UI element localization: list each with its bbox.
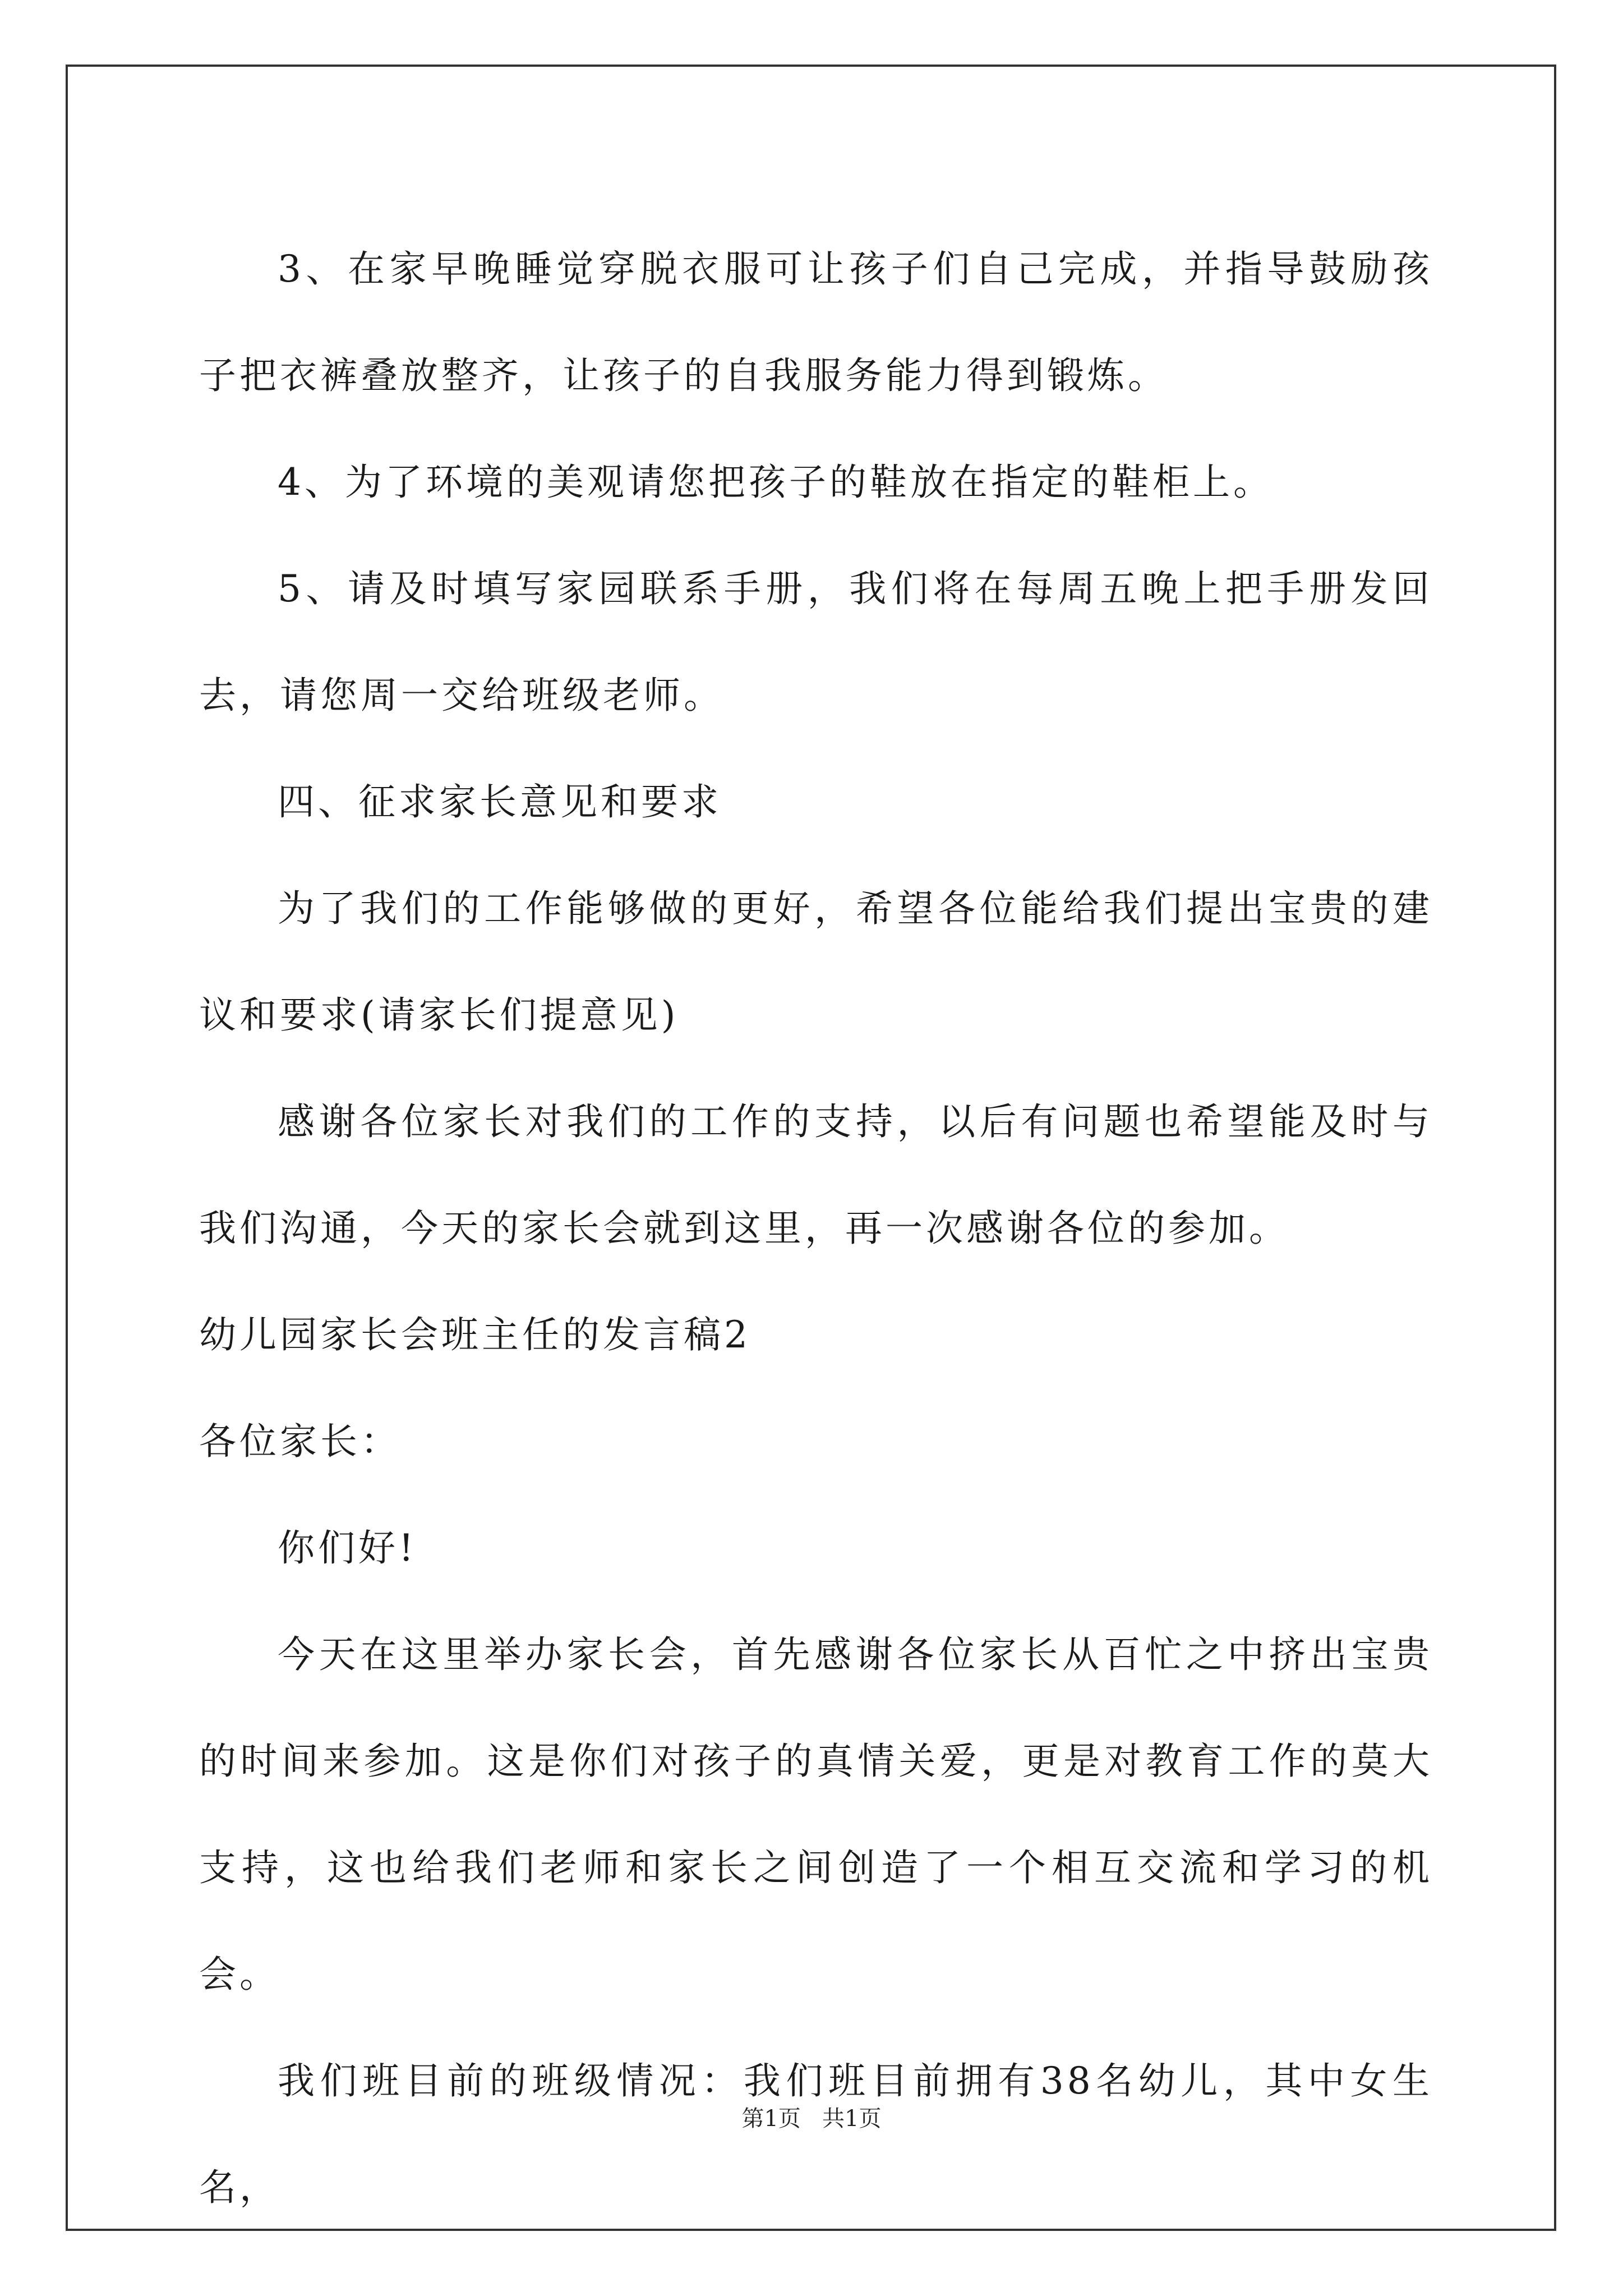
paragraph-5: 为了我们的工作能够做的更好，希望各位能给我们提出宝贵的建议和要求(请家长们提意见) [199, 887, 1433, 1037]
paragraph-6: 感谢各位家长对我们的工作的支持，以后有问题也希望能及时与我们沟通，今天的家长会就到这里，再一次感谢各位的参加。 [199, 1100, 1433, 1250]
greeting: 你们好! [278, 1526, 417, 1570]
document-title: 幼儿园家长会班主任的发言稿2 [199, 1313, 751, 1356]
paragraph-2: 4、为了环境的美观请您把孩子的鞋放在指定的鞋柜上。 [278, 461, 1274, 504]
section-heading: 四、征求家长意见和要求 [278, 780, 722, 823]
paragraph-1: 3、在家早晚睡觉穿脱衣服可让孩子们自己完成，并指导鼓励孩子把衣裤叠放整齐，让孩子的自我服务能力得到锻炼。 [199, 247, 1433, 397]
salutation: 各位家长： [199, 1420, 401, 1463]
document-body [199, 216, 1433, 2241]
paragraph-3: 5、请及时填写家园联系手册，我们将在每周五晚上把手册发回去，请您周一交给班级老师。 [199, 567, 1433, 717]
page-footer: 第1页 共1页 [741, 2106, 882, 2132]
paragraph-10: 今天在这里举办家长会，首先感谢各位家长从百忙之中挤出宝贵的时间来参加。这是你们对孩子的真情关爱，更是对教育工作的莫大支持，这也给我们老师和家长之间创造了一个相互交流和学习的机会。 [199, 1633, 1433, 1996]
paragraph-11: 我们班目前的班级情况：我们班目前拥有38名幼儿，其中女生名， [199, 2059, 1433, 2209]
